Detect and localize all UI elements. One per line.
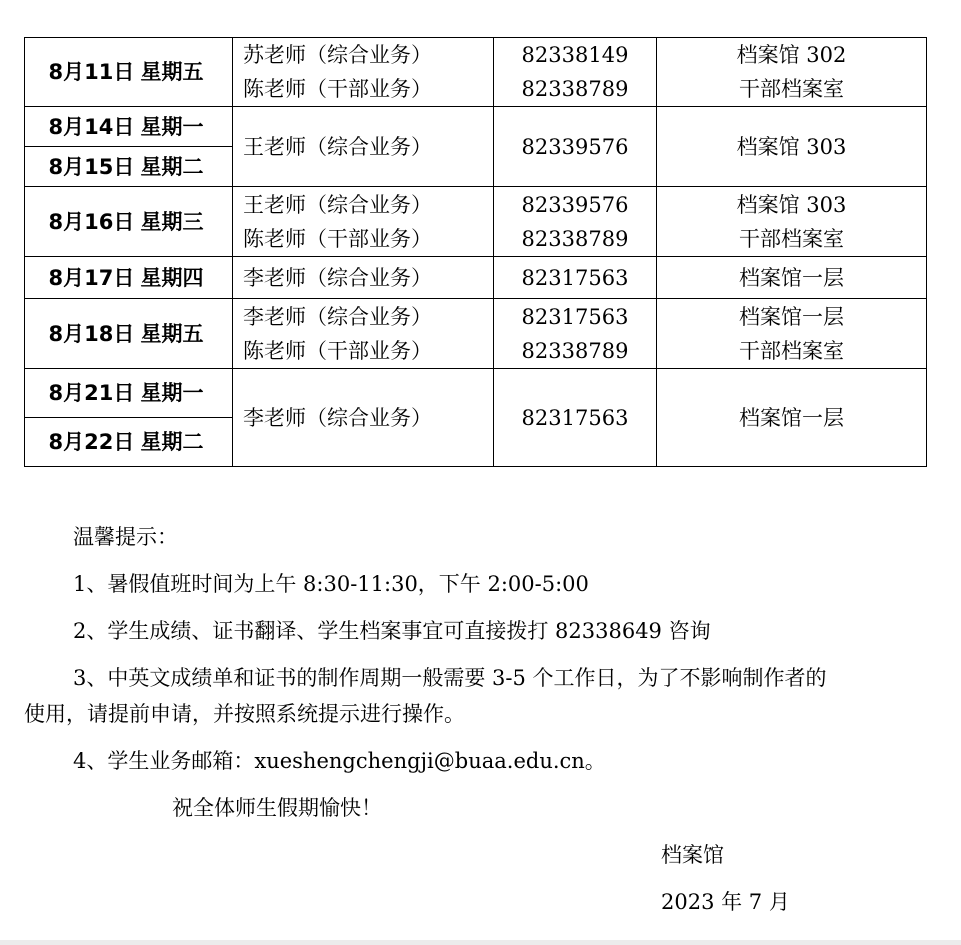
phone-cell: 82317563: [494, 369, 657, 467]
notes-heading: 温馨提示：: [73, 525, 178, 549]
location-cell: 档案馆一层: [657, 369, 927, 467]
location-cell: 档案馆一层 干部档案室: [657, 299, 927, 369]
contact-cell: 王老师（综合业务） 陈老师（干部业务）: [233, 187, 494, 257]
table-row: [25, 187, 927, 257]
table-row: [25, 299, 927, 369]
note-item-3-line-1: 3、中英文成绩单和证书的制作周期一般需要 3-5 个工作日，为了不影响制作者的: [73, 666, 827, 690]
contact-cell: 李老师（综合业务）: [233, 369, 494, 467]
contact-cell: 李老师（综合业务）: [233, 257, 494, 299]
date-cell: 8月21日 星期一: [25, 369, 233, 418]
table-row: [25, 107, 927, 147]
duty-schedule-table: [24, 37, 927, 467]
closing-wish: 祝全体师生假期愉快！: [172, 796, 382, 820]
location-cell: 档案馆 303 干部档案室: [657, 187, 927, 257]
table-row: [25, 369, 927, 418]
note-item-1: 1、暑假值班时间为上午 8:30-11:30，下午 2:00-5:00: [73, 572, 589, 596]
table-row: [25, 257, 927, 299]
contact-cell: 王老师（综合业务）: [233, 107, 494, 187]
note-item-3-line-2: 使用，请提前申请，并按照系统提示进行操作。: [24, 702, 465, 726]
phone-cell: 82317563 82338789: [494, 299, 657, 369]
date-cell: 8月22日 星期二: [25, 418, 233, 467]
date-cell: 8月14日 星期一: [25, 107, 233, 147]
signature: 档案馆: [661, 843, 724, 867]
bottom-divider: [0, 940, 961, 945]
phone-cell: 82338149 82338789: [494, 38, 657, 107]
phone-cell: 82317563: [494, 257, 657, 299]
date-cell: 8月18日 星期五: [25, 299, 233, 369]
date-cell: 8月15日 星期二: [25, 147, 233, 187]
date-cell: 8月11日 星期五: [25, 38, 233, 107]
location-cell: 档案馆 302 干部档案室: [657, 38, 927, 107]
location-cell: 档案馆 303: [657, 107, 927, 187]
contact-cell: 苏老师（综合业务） 陈老师（干部业务）: [233, 38, 494, 107]
signature-date: 2023 年 7 月: [661, 890, 790, 914]
date-cell: 8月17日 星期四: [25, 257, 233, 299]
note-item-2: 2、学生成绩、证书翻译、学生档案事宜可直接拨打 82338649 咨询: [73, 619, 711, 643]
date-cell: 8月16日 星期三: [25, 187, 233, 257]
location-cell: 档案馆一层: [657, 257, 927, 299]
note-item-4: 4、学生业务邮箱：xueshengchengji@buaa.edu.cn。: [73, 749, 606, 773]
table-row: [25, 38, 927, 107]
phone-cell: 82339576 82338789: [494, 187, 657, 257]
phone-cell: 82339576: [494, 107, 657, 187]
contact-cell: 李老师（综合业务） 陈老师（干部业务）: [233, 299, 494, 369]
